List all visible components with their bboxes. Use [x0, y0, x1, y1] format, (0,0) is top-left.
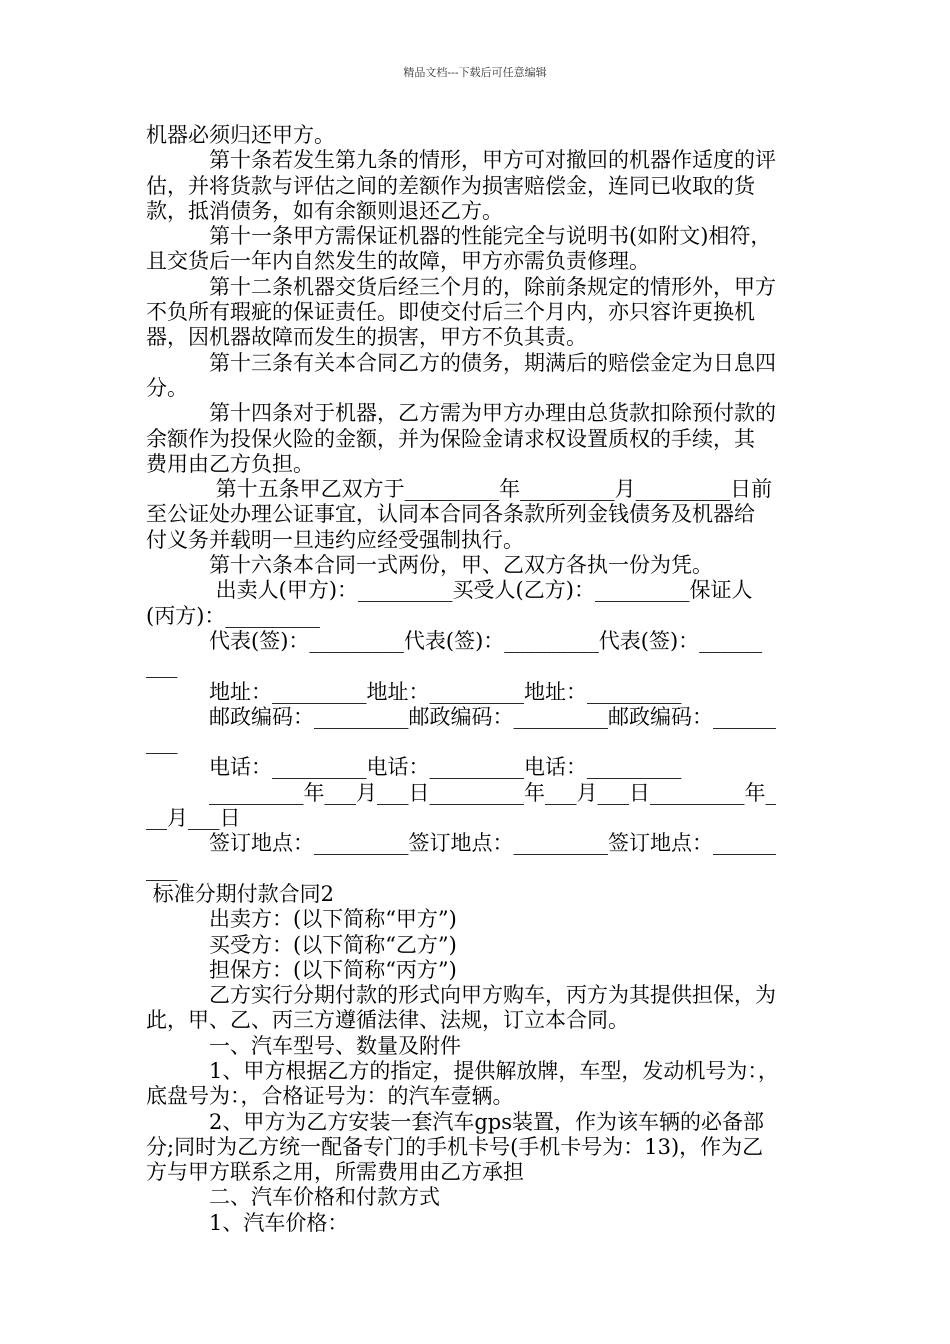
text-line: 代表(签)：_________代表(签)：_________代表(签)：______: [146, 628, 763, 653]
text-line: 分。: [146, 375, 188, 400]
text-line: 付义务并载明一旦违约应经受强制执行。: [146, 527, 524, 552]
text-line: 第十三条有关本合同乙方的债务，期满后的赔偿金定为日息四: [146, 350, 776, 375]
text-line: 分;同时为乙方统一配备专门的手机卡号(手机卡号为：13)，作为乙: [146, 1134, 764, 1159]
text-line: 不负所有瑕疵的保证责任。即使交付后三个月内，亦只容许更换机: [146, 300, 755, 325]
text-line: 费用由乙方负担。: [146, 451, 314, 476]
text-line: 底盘号为：，合格证号为：的汽车壹辆。: [146, 1084, 514, 1109]
text-line: 2、甲方为乙方安装一套汽车gps装置，作为该车辆的必备部: [146, 1109, 765, 1134]
text-line: 买受方：(以下简称“乙方”): [146, 932, 457, 957]
text-line: 第十六条本合同一式两份，甲、乙双方各执一份为凭。: [146, 553, 713, 578]
text-line: 估，并将货款与评估之间的差额作为损害赔偿金，连同已收取的货: [146, 173, 755, 198]
text-line: 签订地点：_________签订地点：_________签订地点：______: [146, 831, 776, 856]
text-line: 机器必须归还甲方。: [146, 123, 335, 147]
text-line: 且交货后一年内自然发生的故障，甲方亦需负责修理。: [146, 249, 650, 274]
text-line: 1、甲方根据乙方的指定，提供解放牌，车型，发动机号为：，: [146, 1058, 779, 1083]
text-line: 乙方实行分期付款的形式向甲方购车，丙方为其提供担保，为: [146, 983, 776, 1008]
text-line: _________年___月___日_________年___月___日_________年_: [146, 780, 776, 805]
text-line: __月___日: [146, 806, 241, 831]
text-line: 地址：_________地址：_________地址：_________: [146, 679, 682, 704]
page-header: 精品文档---下载后可任意编辑: [403, 66, 547, 79]
text-line: 器，因机器故障而发生的损害，甲方不负其责。: [146, 325, 587, 350]
text-line: 此，甲、乙、丙三方遵循法律、法规，订立本合同。: [146, 1008, 629, 1033]
text-line: ___: [146, 730, 178, 755]
text-line: 1、汽车价格：: [146, 1210, 349, 1235]
text-line: 二、汽车价格和付款方式: [146, 1185, 440, 1210]
text-line: 担保方：(以下简称“丙方”): [146, 957, 457, 982]
document-body: [146, 123, 808, 1236]
text-line: 出卖方：(以下简称“甲方”): [146, 907, 457, 932]
text-line: 第十四条对于机器，乙方需为甲方办理由总货款扣除预付款的: [146, 401, 776, 426]
text-line: 第十一条甲方需保证机器的性能完全与说明书(如附文)相符，: [146, 224, 772, 249]
text-line: 第十五条甲乙双方于_________年_________月_________日前: [146, 477, 773, 502]
text-line: ___: [146, 856, 178, 881]
text-line: (丙方)：_________: [146, 603, 320, 628]
text-line: 第十条若发生第九条的情形，甲方可对撤回的机器作适度的评: [146, 148, 776, 173]
text-line: 余额作为投保火险的金额，并为保险金请求权设置质权的手续，其: [146, 426, 755, 451]
text-line: 标准分期付款合同2: [146, 881, 335, 906]
text-line: 方与甲方联系之用，所需费用由乙方承担: [146, 1160, 524, 1185]
text-line: 款，抵消债务，如有余额则退还乙方。: [146, 198, 503, 223]
text-line: 第十二条机器交货后经三个月的，除前条规定的情形外，甲方: [146, 274, 776, 299]
text-line: 邮政编码：_________邮政编码：_________邮政编码：______: [146, 704, 776, 729]
text-line: ___: [146, 654, 178, 679]
text-line: 一、汽车型号、数量及附件: [146, 1033, 461, 1058]
text-line: 至公证处办理公证事宜，认同本合同各条款所列金钱债务及机器给: [146, 502, 755, 527]
text-line: 电话：_________电话：_________电话：_________: [146, 755, 682, 780]
text-line: 出卖人(甲方)：_________买受人(乙方)：_________保证人: [146, 578, 753, 603]
